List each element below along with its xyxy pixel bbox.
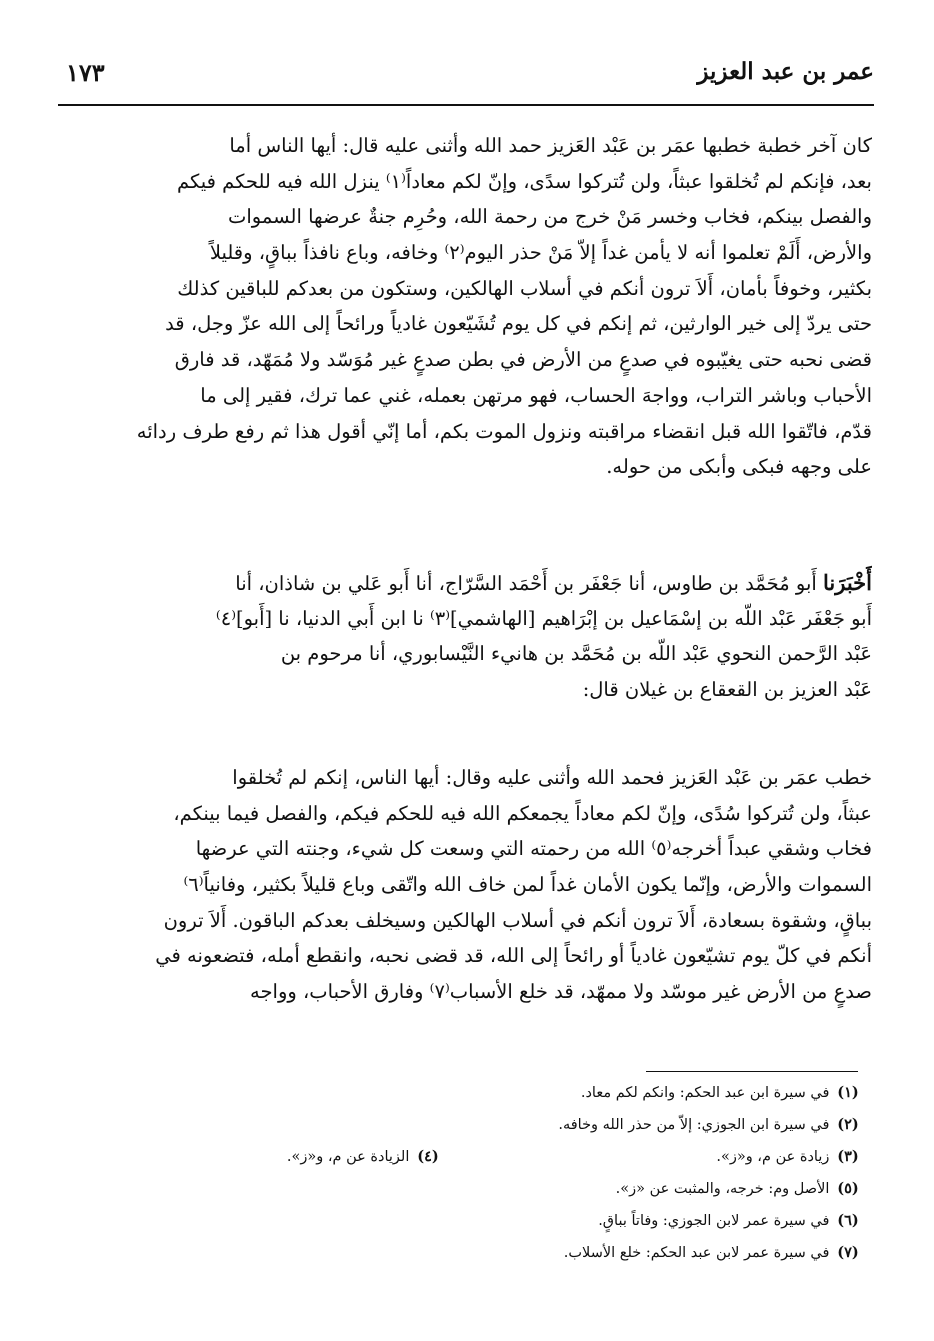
paragraph-1: [60, 128, 872, 485]
footnote-text: الأصل وم: خرجه، والمثبت عن «ز».: [615, 1181, 830, 1197]
text-line: قدّم، فاتّقوا الله قبل انقضاء مراقبته ونزول الموت بكم، أما إنّي أقول هذا ثم رفع طرف ردائه: [136, 419, 872, 443]
text-line: عَبْد العزيز بن القعقاع بن غيلان قال:: [582, 678, 872, 702]
footnote-5: [616, 1174, 862, 1204]
text-line: [60, 565, 872, 601]
text-line: كان آخر خطبة خطبها عمَر بن عَبْد العَزيز حمد الله وأثنى عليه قال: أيها الناس أما: [229, 134, 872, 157]
text-line: فخاب وشقي عبداً أخرجه⁽٥⁾ الله من رحمته التي وسعت كل شيء، وجنته التي عرضها: [195, 837, 872, 861]
footnote-1: [581, 1078, 862, 1108]
text-line: بباقٍ، وشقوة بسعادة، أَلاَ ترون أنكم في أسلاب الهالكين وسيخلف بعدكم الباقون. أَلاَ ترون: [163, 908, 872, 932]
text-line-rest: أَبو مُحَمَّد بن طاوس، أنا جَعْفَر بن أَحْمَد السَّرّاج، أنا أَبو عَلي بن شاذان، أنا: [235, 572, 824, 595]
text-line: والفصل بينكم، فخاب وخسر مَنْ خرج من رحمة الله، وحُرِم جنةٌ عرضها السموات: [228, 205, 872, 229]
text-line: على وجهه فبكى وأبكى من حوله.: [606, 455, 872, 479]
footnote-text: زيادة عن م، و«ز».: [716, 1149, 830, 1165]
text-line: عبثاً، ولن تُتركوا سُدًى، وإنّ لكم معاداً يجمعكم الله فيه للحكم فيكم، والفصل فيما بينكم،: [173, 801, 872, 825]
akhbarana-lead: أَخْبَرَنا: [823, 570, 872, 595]
running-title: عمر بن عبد العزيز: [697, 58, 874, 85]
footnote-2: [558, 1110, 862, 1140]
footnote-text: في سيرة ابن عبد الحكم: وانكم لكم معاد.: [580, 1085, 830, 1101]
footnote-text: في سيرة عمر لابن الجوزي: وفاتاً بباقٍ.: [598, 1213, 830, 1229]
text-line: بكثير، وخوفاً بأمان، أَلاَ ترون أنكم في أسلاب الهالكين، وستكون من بعدكم للباقين كذلك: [177, 276, 872, 300]
text-line: السموات والأرض، وإنّما يكون الأمان غداً لمن خاف الله واتّقى وباع قليلاً بكثير، وفانياً⁽٦⁾: [183, 873, 872, 897]
text-line: خطب عمَر بن عَبْد العَزيز فحمد الله وأثنى عليه وقال: أيها الناس، إنكم لم تُخلقوا: [232, 766, 872, 789]
footnote-number: (٦): [837, 1212, 859, 1229]
text-line: أنكم في كلّ يوم تشيّعون غادياً أو رائحاً إلى الله، قد قضى نحبه، وانقطع أمله، فتضعونه في: [155, 944, 872, 968]
footnote-rule: [646, 1071, 858, 1072]
header-rule: [58, 104, 874, 106]
footnote-number: (٤): [417, 1148, 439, 1165]
footnote-text: في سيرة عمر لابن عبد الحكم: خلع الأسلاب.: [563, 1245, 830, 1261]
footnote-text: الزيادة عن م، و«ز».: [286, 1149, 410, 1165]
text-line: بعد، فإنكم لم تُخلقوا عبثاً، ولن تُتركوا سدًى، وإنّ لكم معاداً⁽١⁾ ينزل الله فيه للحكم فيكم: [176, 169, 872, 193]
footnote-text: في سيرة ابن الجوزي: إلاّ من حذر الله وخافه.: [558, 1117, 830, 1133]
footnote-number: (١): [837, 1084, 859, 1101]
paragraph-3: [60, 760, 872, 1010]
footnote-number: (٣): [837, 1148, 859, 1165]
page-number: ١٧٣: [66, 58, 105, 87]
text-line: عَبْد الرَّحمن النحوي عَبْد اللّه بن مُحَمَّد بن هانيء النَّيْسابوري، أنا مرحوم بن: [280, 642, 872, 666]
text-line: قضى نحبه حتى يغيّبوه في صدعٍ من الأرض في بطن صدعٍ غير مُوَسّد ولا مُمَهّد، قد فارق: [174, 348, 872, 372]
running-header: [60, 58, 874, 98]
text-line: والأرض، أَلَمْ تعلموا أنه لا يأمن غداً إلاّ مَنْ حذر اليوم⁽٢⁾ وخافه، وباع نافذاً بباقٍ، وقليلاً: [209, 241, 872, 265]
footnote-3: [716, 1142, 862, 1172]
footnote-number: (٥): [837, 1180, 859, 1197]
paragraph-2-isnad: [60, 565, 872, 708]
footnote-4: [287, 1142, 442, 1172]
footnote-number: (٧): [837, 1244, 859, 1261]
footnote-6: [598, 1206, 862, 1236]
footnote-7: [564, 1238, 862, 1268]
text-line: حتى يردّ إلى خير الوارثين، ثم إنكم في كل يوم تُشَيّعون غادياً ورائحاً إلى الله عزّ وجل، قد: [165, 312, 872, 336]
text-line: صدعٍ من الأرض غير موسّد ولا ممهّد، قد خلع الأسباب⁽٧⁾ وفارق الأحباب، وواجه: [250, 980, 872, 1004]
text-line: الأحباب وباشر التراب، وواجهَ الحساب، فهو مرتهن بعمله، غني عما ترك، فقير إلى ما: [200, 383, 872, 407]
footnote-number: (٢): [837, 1116, 859, 1133]
text-line: أَبو جَعْفَر عَبْد اللّه بن إسْمَاعيل بن إبْرَاهيم [الهاشمي]⁽٣⁾ نا ابن أَبي الدنيا، نا [أَبو]⁽٤⁾: [215, 606, 872, 630]
